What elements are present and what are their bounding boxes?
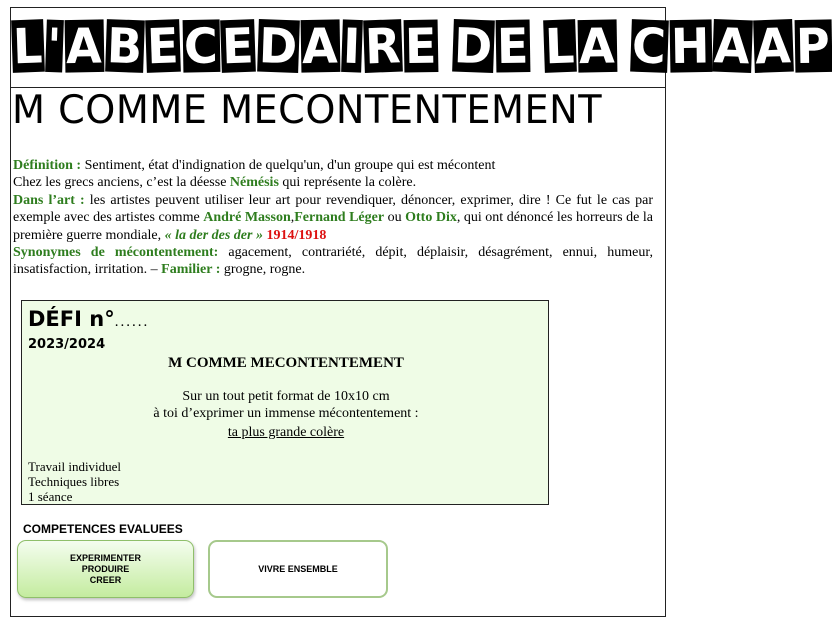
definition-paragraph	[13, 157, 653, 174]
defi-heading	[28, 307, 149, 331]
banner-letter: R	[363, 16, 402, 76]
banner-letter: D	[452, 16, 494, 76]
defi-line-3: ta plus grande colère	[227, 425, 345, 440]
greek-before: Chez les grecs anciens, c’est la déesse	[13, 175, 230, 191]
defi-meta-work: Travail individuel	[28, 459, 122, 474]
banner-letter: L	[544, 17, 577, 75]
competences-title: COMPETENCES EVALUEES	[23, 522, 183, 536]
banner-letter: A	[301, 17, 339, 75]
defi-box	[21, 300, 549, 505]
banner-letter: H	[670, 17, 711, 75]
banner-letter: I	[341, 17, 362, 75]
artist-leger: Fernand Léger	[294, 210, 385, 226]
defi-line-1: Sur un tout petit format de 10x10 cm	[182, 389, 390, 404]
banner-title	[11, 16, 831, 76]
defi-title: M COMME MECONTENTEMENT	[168, 355, 404, 371]
banner-letter: D	[257, 16, 299, 76]
synonyms-paragraph	[13, 244, 653, 279]
card1-line-3: CREER	[89, 574, 122, 585]
defi-heading-text: DÉFI n°	[28, 307, 115, 331]
card1-line-2: PRODUIRE	[81, 563, 130, 574]
banner-letter: B	[106, 17, 145, 75]
greek-after: qui représente la colère.	[278, 175, 417, 191]
artist-masson: André Masson	[203, 210, 291, 226]
banner-letter: '	[46, 17, 64, 75]
art-text2: , qui ont dénoncé les horreurs de la première guerre mondiale,	[13, 210, 653, 243]
competence-card-experimenter	[17, 540, 194, 598]
banner-letter: A	[578, 17, 617, 75]
banner-letter: A	[713, 16, 752, 76]
synonyms-label: Synonymes de mécontentement:	[13, 245, 219, 261]
banner-letter: L	[12, 17, 45, 75]
art-text1: les artistes peuvent utiliser leur art pour revendiquer, dénoncer, exprimer, dire ! Ce fut le cas par exemple avec des artistes comme	[13, 192, 653, 226]
defi-meta-sessions: 1 séance	[28, 489, 73, 504]
banner-letter: A	[753, 16, 793, 76]
art-comma: ,	[290, 210, 295, 226]
banner-letter: E	[146, 17, 181, 75]
familiar-label: Familier :	[161, 262, 221, 278]
banner-letter: C	[631, 17, 668, 75]
art-or: ou	[384, 210, 406, 226]
body-text	[13, 157, 653, 279]
card1-line-1: EXPERIMENTER	[69, 552, 141, 563]
banner-letter: A	[65, 17, 104, 75]
competence-card-vivre-ensemble	[208, 540, 388, 598]
definition-text: Sentiment, état d'indignation de quelqu'un, d'un groupe qui est mécontent	[81, 158, 496, 173]
card2-label: VIVRE ENSEMBLE	[258, 563, 338, 574]
synonyms-text: agacement, contrariété, dépit, déplaisir, désagrément, ennui, humeur, insatisfaction, irritation. –	[13, 245, 653, 278]
banner-letter: E	[221, 17, 256, 75]
art-paragraph	[13, 192, 653, 244]
artist-dix: Otto Dix	[405, 210, 457, 226]
defi-dots: ......	[114, 314, 150, 330]
definition-label: Définition :	[13, 158, 82, 173]
banner-letter: E	[496, 17, 530, 75]
card1-lines	[70, 553, 141, 586]
familiar-text: grogne, rogne.	[220, 262, 306, 278]
greek-name: Némésis	[229, 175, 279, 191]
art-quote: « la der des der »	[164, 227, 263, 243]
banner	[11, 8, 831, 88]
art-label: Dans l’art :	[13, 192, 85, 208]
banner-letter: P	[795, 17, 831, 75]
banner-letter: C	[183, 17, 219, 75]
art-years: 1914/1918	[262, 227, 327, 243]
banner-letter: E	[404, 17, 438, 75]
greek-paragraph	[13, 174, 653, 191]
defi-year: 2023/2024	[28, 337, 106, 352]
page-subtitle: M COMME MECONTENTEMENT	[12, 88, 603, 133]
defi-line-2: à toi d’exprimer un immense mécontentement :	[153, 406, 419, 421]
defi-meta-techniques: Techniques libres	[28, 474, 120, 489]
